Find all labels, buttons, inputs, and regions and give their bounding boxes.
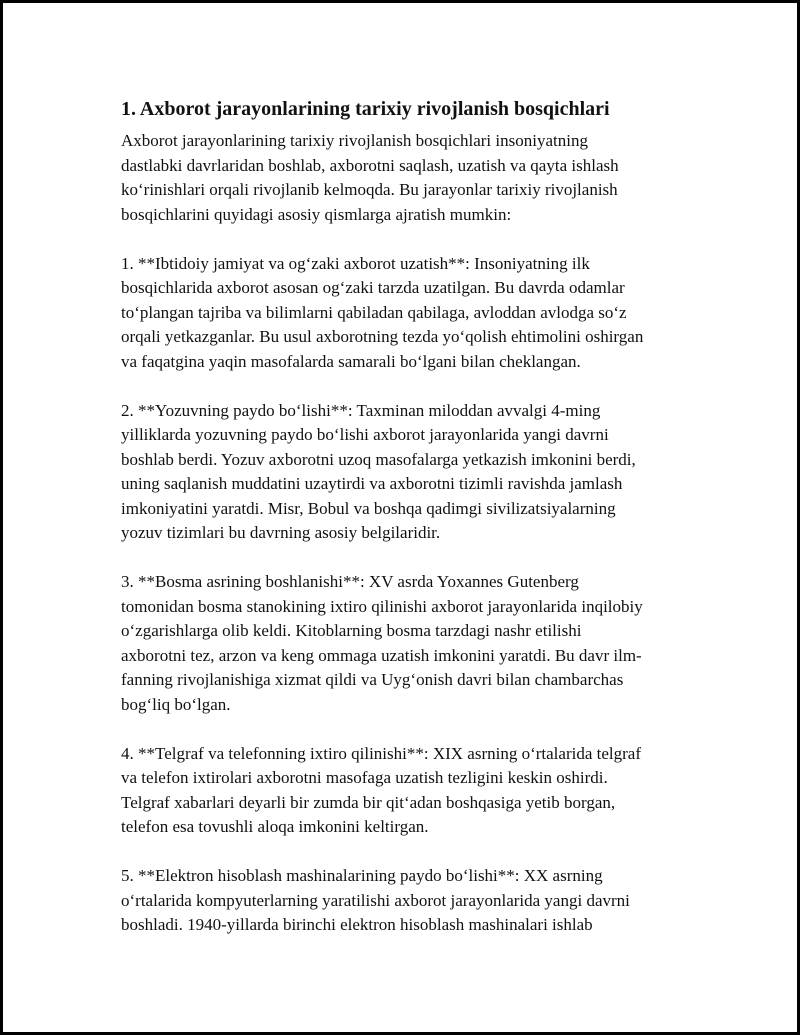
section-4-paragraph: 4. **Telgraf va telefonning ixtiro qilinishi**: XIX asrning oʻrtalarida telgraf va telefon ixtirolari axborotni masofaga uzatish tezligini keskin oshirdi. Telgraf xabarlari deyarli bir zumda bir qitʻadan boshqasiga yetib borgan, telefon esa tovushli aloqa imkonini keltirgan.: [121, 743, 641, 836]
section-3-paragraph: 3. **Bosma asrining boshlanishi**: XV asrda Yoxannes Gutenberg tomonidan bosma stanokining ixtiro qilinishi axborot jarayonlarida inqilobiy oʻzgarishlarga olib keldi. Kitoblarning bosma tarzdagi nashr etilishi axborotni tez, arzon va keng ommaga uzatish imkonini yaratdi. Bu davr ilm- fanning rivojlanishiga xizmat qildi va Uygʻonish davri bilan chambarchas bogʻliq boʻlgan.: [121, 572, 643, 714]
section-heading: 1. Axborot jarayonlarining tarixiy rivojlanish bosqichlari: [121, 98, 610, 120]
section-2-paragraph: 2. **Yozuvning paydo boʻlishi**: Taxminan miloddan avvalgi 4-ming yilliklarda yozuvning paydo boʻlishi axborot jarayonlarida yangi davrni boshlab berdi. Yozuv axborotni uzoq masofalarga yetkazish imkonini berdi, uning saqlanish muddatini uzaytirdi va axborotni tizimli ravishda jamlash imkoniyatini yaratdi. Misr, Bobul va boshqa qadimgi sivilizatsiyalarning yozuv tizimlari bu davrning asosiy belgilaridir.: [121, 400, 636, 542]
section-5-paragraph: 5. **Elektron hisoblash mashinalarining paydo boʻlishi**: XX asrning oʻrtalarida kompyuterlarning yaratilishi axborot jarayonlarida yangi davrni boshladi. 1940-yillarda birinchi elektron hisoblash mashinalari ishlab: [121, 866, 630, 934]
intro-paragraph: Axborot jarayonlarining tarixiy rivojlanish bosqichlari insoniyatning dastlabki davrlaridan boshlab, axborotni saqlash, uzatish va qayta ishlash koʻrinishlari orqali rivojlanib kelmoqda. Bu jarayonlar tarixiy rivojlanish bosqichlarini quyidagi asosiy qismlarga ajratish mumkin:: [121, 131, 619, 224]
document-content: [121, 95, 691, 962]
section-1-paragraph: 1. **Ibtidoiy jamiyat va ogʻzaki axborot uzatish**: Insoniyatning ilk bosqichlarida axborot asosan ogʻzaki tarzda uzatilgan. Bu davrda odamlar toʻplangan tajriba va bilimlarni qabiladan qabilaga, avloddan avlodga soʻz orqali yetkazganlar. Bu usul axborotning tezda yoʻqolish ehtimolini oshirgan va faqatgina yaqin masofalarda samarali boʻlgani bilan cheklangan.: [121, 253, 644, 371]
